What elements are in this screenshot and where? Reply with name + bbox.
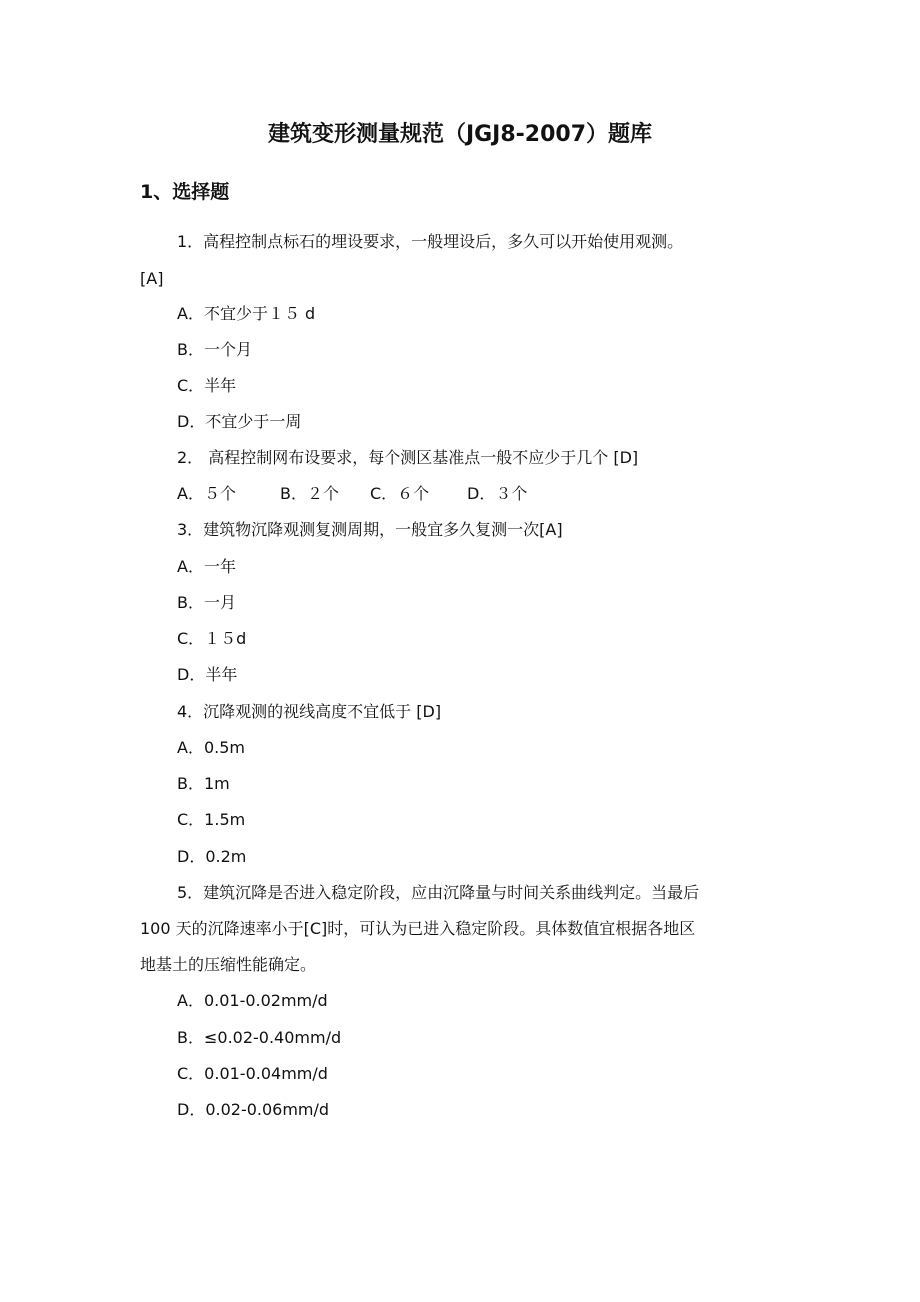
question-1-option-d: D．不宜少于一周: [177, 412, 302, 431]
question-4-text: 4．沉降观测的视线高度不宜低于 [D]: [177, 702, 442, 721]
question-2-option-c: C．６个: [370, 484, 430, 503]
question-2-option-a: A．５个: [177, 484, 236, 503]
document-title: 建筑变形测量规范（JGJ8-2007）题库: [267, 122, 653, 147]
question-1-answer: [A]: [140, 269, 164, 288]
question-3-option-b: B．一月: [177, 593, 236, 612]
question-3-option-d: D．半年: [177, 665, 238, 684]
question-5-text-line-1: 5．建筑沉降是否进入稳定阶段，应由沉降量与时间关系曲线判定。当最后: [177, 883, 700, 902]
question-5-option-c: C．0.01-0.04mm/d: [177, 1064, 328, 1083]
question-5-option-a: A．0.01-0.02mm/d: [177, 991, 328, 1010]
question-3-text: 3．建筑物沉降观测复测周期，一般宜多久复测一次[A]: [177, 520, 563, 539]
question-5-option-d: D．0.02-0.06mm/d: [177, 1100, 330, 1119]
question-3-option-c: C．１５d: [177, 629, 247, 648]
question-4-option-a: A．0.5m: [177, 738, 245, 757]
question-4-option-d: D．0.2m: [177, 847, 247, 866]
section-heading: 1、选择题: [140, 181, 230, 203]
question-5-text-line-2: 100 天的沉降速率小于[C]时，可认为已进入稳定阶段。具体数值宜根据各地区: [140, 919, 696, 938]
question-2-option-b: B．２个: [280, 484, 339, 503]
question-2-text: 2． 高程控制网布设要求，每个测区基准点一般不应少于几个 [D]: [177, 448, 639, 467]
question-4-option-c: C．1.5m: [177, 810, 246, 829]
question-5-option-b: B．≤0.02-0.40mm/d: [177, 1028, 342, 1047]
question-2-option-d: D．３个: [467, 484, 528, 503]
question-2-options: [177, 482, 527, 506]
question-3-option-a: A．一年: [177, 557, 236, 576]
question-1-text: 1．高程控制点标石的埋设要求，一般埋设后，多久可以开始使用观测。: [177, 232, 684, 251]
question-1-option-a: A．不宜少于１５ d: [177, 304, 316, 323]
question-4-option-b: B．1m: [177, 774, 230, 793]
question-1-option-c: C．半年: [177, 376, 237, 395]
question-1-option-b: B．一个月: [177, 340, 252, 359]
question-5-text-line-3: 地基土的压缩性能确定。: [140, 955, 317, 974]
